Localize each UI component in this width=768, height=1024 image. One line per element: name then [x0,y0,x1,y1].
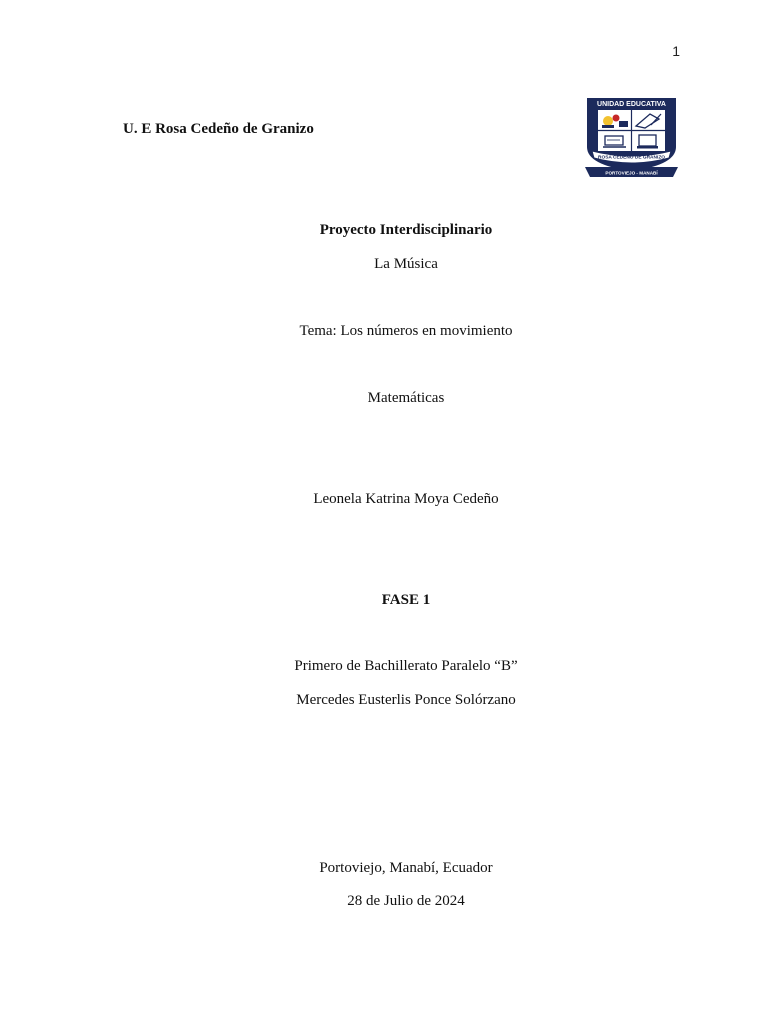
school-crest-icon [583,95,680,178]
date: 28 de Julio de 2024 [347,893,465,909]
student-name: Leonela Katrina Moya Cedeño [313,491,499,507]
school-name: U. E Rosa Cedeño de Granizo [123,121,314,137]
course: Primero de Bachillerato Paralelo “B” [294,658,518,674]
page-number: 1 [672,43,680,59]
svg-text:ROSA CEDEÑO DE GRANIZO: ROSA CEDEÑO DE GRANIZO [598,155,665,161]
svg-text:PORTOVIEJO - MANABÍ: PORTOVIEJO - MANABÍ [605,170,658,176]
place: Portoviejo, Manabí, Ecuador [319,860,493,876]
project-title: Proyecto Interdisciplinario [319,222,493,238]
subject: Matemáticas [367,390,445,406]
project-subtitle: La Música [374,256,438,272]
svg-text:UNIDAD EDUCATIVA: UNIDAD EDUCATIVA [597,101,666,108]
phase-heading: FASE 1 [381,592,431,608]
teacher-name: Mercedes Eusterlis Ponce Solórzano [296,692,516,708]
topic: Tema: Los números en movimiento [299,323,513,339]
